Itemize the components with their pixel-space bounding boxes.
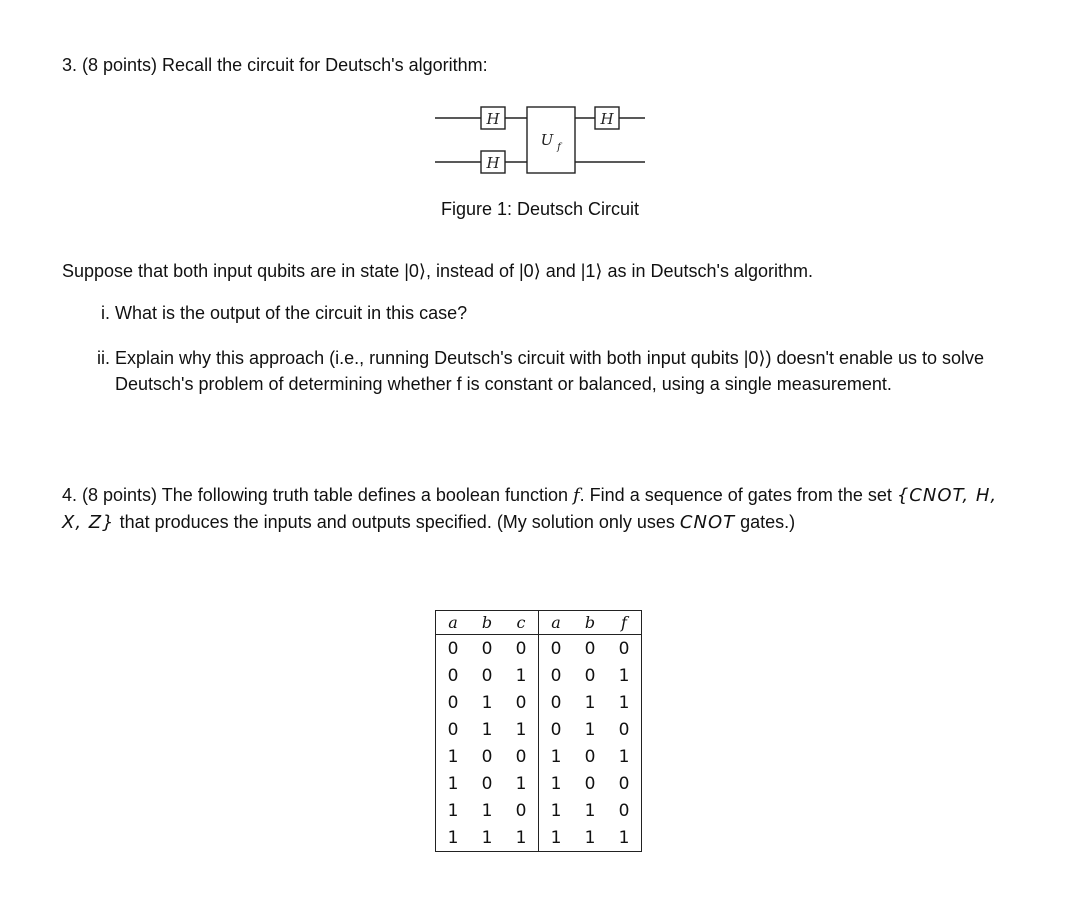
truth-table-header-row <box>436 611 642 635</box>
item-number: i. <box>101 303 110 323</box>
item-text: Explain why this approach (i.e., running Deutsch's circuit with both input qubits |0⟩) doesn't enable us to solve Deutsch's problem of determining whether f is constant or balanced, using a single measurement. <box>115 348 985 394</box>
table-cell: 1 <box>618 746 630 767</box>
table-cell: 1 <box>504 716 539 743</box>
q4-heading-mid: . Find a sequence of gates from the set <box>579 485 897 505</box>
truth-table <box>435 610 642 852</box>
q4-heading <box>62 482 1022 536</box>
table-cell: 0 <box>618 800 630 821</box>
figure-caption: Figure 1: Deutsch Circuit <box>440 199 640 219</box>
table-cell: 0 <box>447 638 459 659</box>
table-cell: 0 <box>447 692 459 713</box>
uf-gate-label: U <box>540 131 554 149</box>
h-gate-right-label: H <box>600 110 614 128</box>
table-cell: 1 <box>618 827 630 848</box>
table-cell: 1 <box>584 719 596 740</box>
h-gate-bottom-label: H <box>486 154 500 172</box>
table-cell: 0 <box>504 689 539 716</box>
table-cell: 1 <box>481 800 493 821</box>
table-cell: 1 <box>504 824 539 852</box>
table-cell: 1 <box>504 770 539 797</box>
table-cell: 0 <box>550 719 562 740</box>
table-row <box>436 689 642 716</box>
table-cell: 0 <box>447 719 459 740</box>
table-cell: 0 <box>504 743 539 770</box>
truth-table-body <box>436 635 642 852</box>
table-row <box>436 716 642 743</box>
table-cell: 0 <box>504 797 539 824</box>
table-cell: 1 <box>481 719 493 740</box>
q4-cnot: CNOT <box>679 512 736 533</box>
item-number: ii. <box>97 348 110 368</box>
table-row <box>436 770 642 797</box>
q4-heading-post: that produces the inputs and outputs specified. (My solution only uses <box>114 512 680 532</box>
table-cell: 1 <box>447 746 459 767</box>
table-cell: 0 <box>584 638 596 659</box>
table-cell: 1 <box>550 827 562 848</box>
q4-heading-pre: 4. (8 points) The following truth table defines a boolean function <box>62 485 573 505</box>
table-cell: 0 <box>584 665 596 686</box>
deutsch-circuit-diagram <box>435 98 650 182</box>
header-cell: f <box>607 611 642 635</box>
table-cell: 1 <box>550 773 562 794</box>
table-row <box>436 797 642 824</box>
table-row <box>436 662 642 689</box>
table-cell: 1 <box>447 800 459 821</box>
header-cell: b <box>470 611 504 635</box>
table-cell: 1 <box>550 800 562 821</box>
table-cell: 0 <box>584 773 596 794</box>
table-cell: 1 <box>481 692 493 713</box>
table-cell: 0 <box>618 638 630 659</box>
table-cell: 0 <box>504 635 539 663</box>
table-cell: 1 <box>618 665 630 686</box>
table-cell: 0 <box>481 773 493 794</box>
header-cell: a <box>436 611 471 635</box>
table-cell: 0 <box>584 746 596 767</box>
table-cell: 1 <box>584 827 596 848</box>
table-row <box>436 824 642 852</box>
table-cell: 1 <box>550 746 562 767</box>
item-text: What is the output of the circuit in this case? <box>115 303 468 323</box>
table-cell: 1 <box>618 692 630 713</box>
table-cell: 1 <box>584 692 596 713</box>
header-cell: c <box>504 611 539 635</box>
q3-heading: 3. (8 points) Recall the circuit for Deutsch's algorithm: <box>62 55 488 75</box>
q3-intro: Suppose that both input qubits are in state |0⟩, instead of |0⟩ and |1⟩ as in Deutsch's algorithm. <box>62 261 813 281</box>
q4-function-symbol: f <box>573 485 580 506</box>
table-cell: 1 <box>447 827 459 848</box>
q4-heading-end: gates.) <box>735 512 796 532</box>
h-gate-top-label: H <box>486 110 500 128</box>
table-cell: 1 <box>504 662 539 689</box>
table-row <box>436 743 642 770</box>
table-cell: 1 <box>481 827 493 848</box>
table-cell: 0 <box>618 719 630 740</box>
table-cell: 0 <box>481 665 493 686</box>
table-cell: 0 <box>618 773 630 794</box>
table-row <box>436 635 642 663</box>
table-cell: 1 <box>447 773 459 794</box>
table-cell: 0 <box>550 692 562 713</box>
table-cell: 0 <box>550 665 562 686</box>
table-cell: 0 <box>447 665 459 686</box>
table-cell: 0 <box>481 638 493 659</box>
table-cell: 0 <box>481 746 493 767</box>
q4-gate-set: {CNOT, H, X, Z} <box>62 485 998 533</box>
table-cell: 1 <box>584 800 596 821</box>
header-cell: b <box>573 611 607 635</box>
table-cell: 0 <box>550 638 562 659</box>
uf-gate-subscript: f <box>557 142 561 153</box>
header-cell: a <box>539 611 574 635</box>
